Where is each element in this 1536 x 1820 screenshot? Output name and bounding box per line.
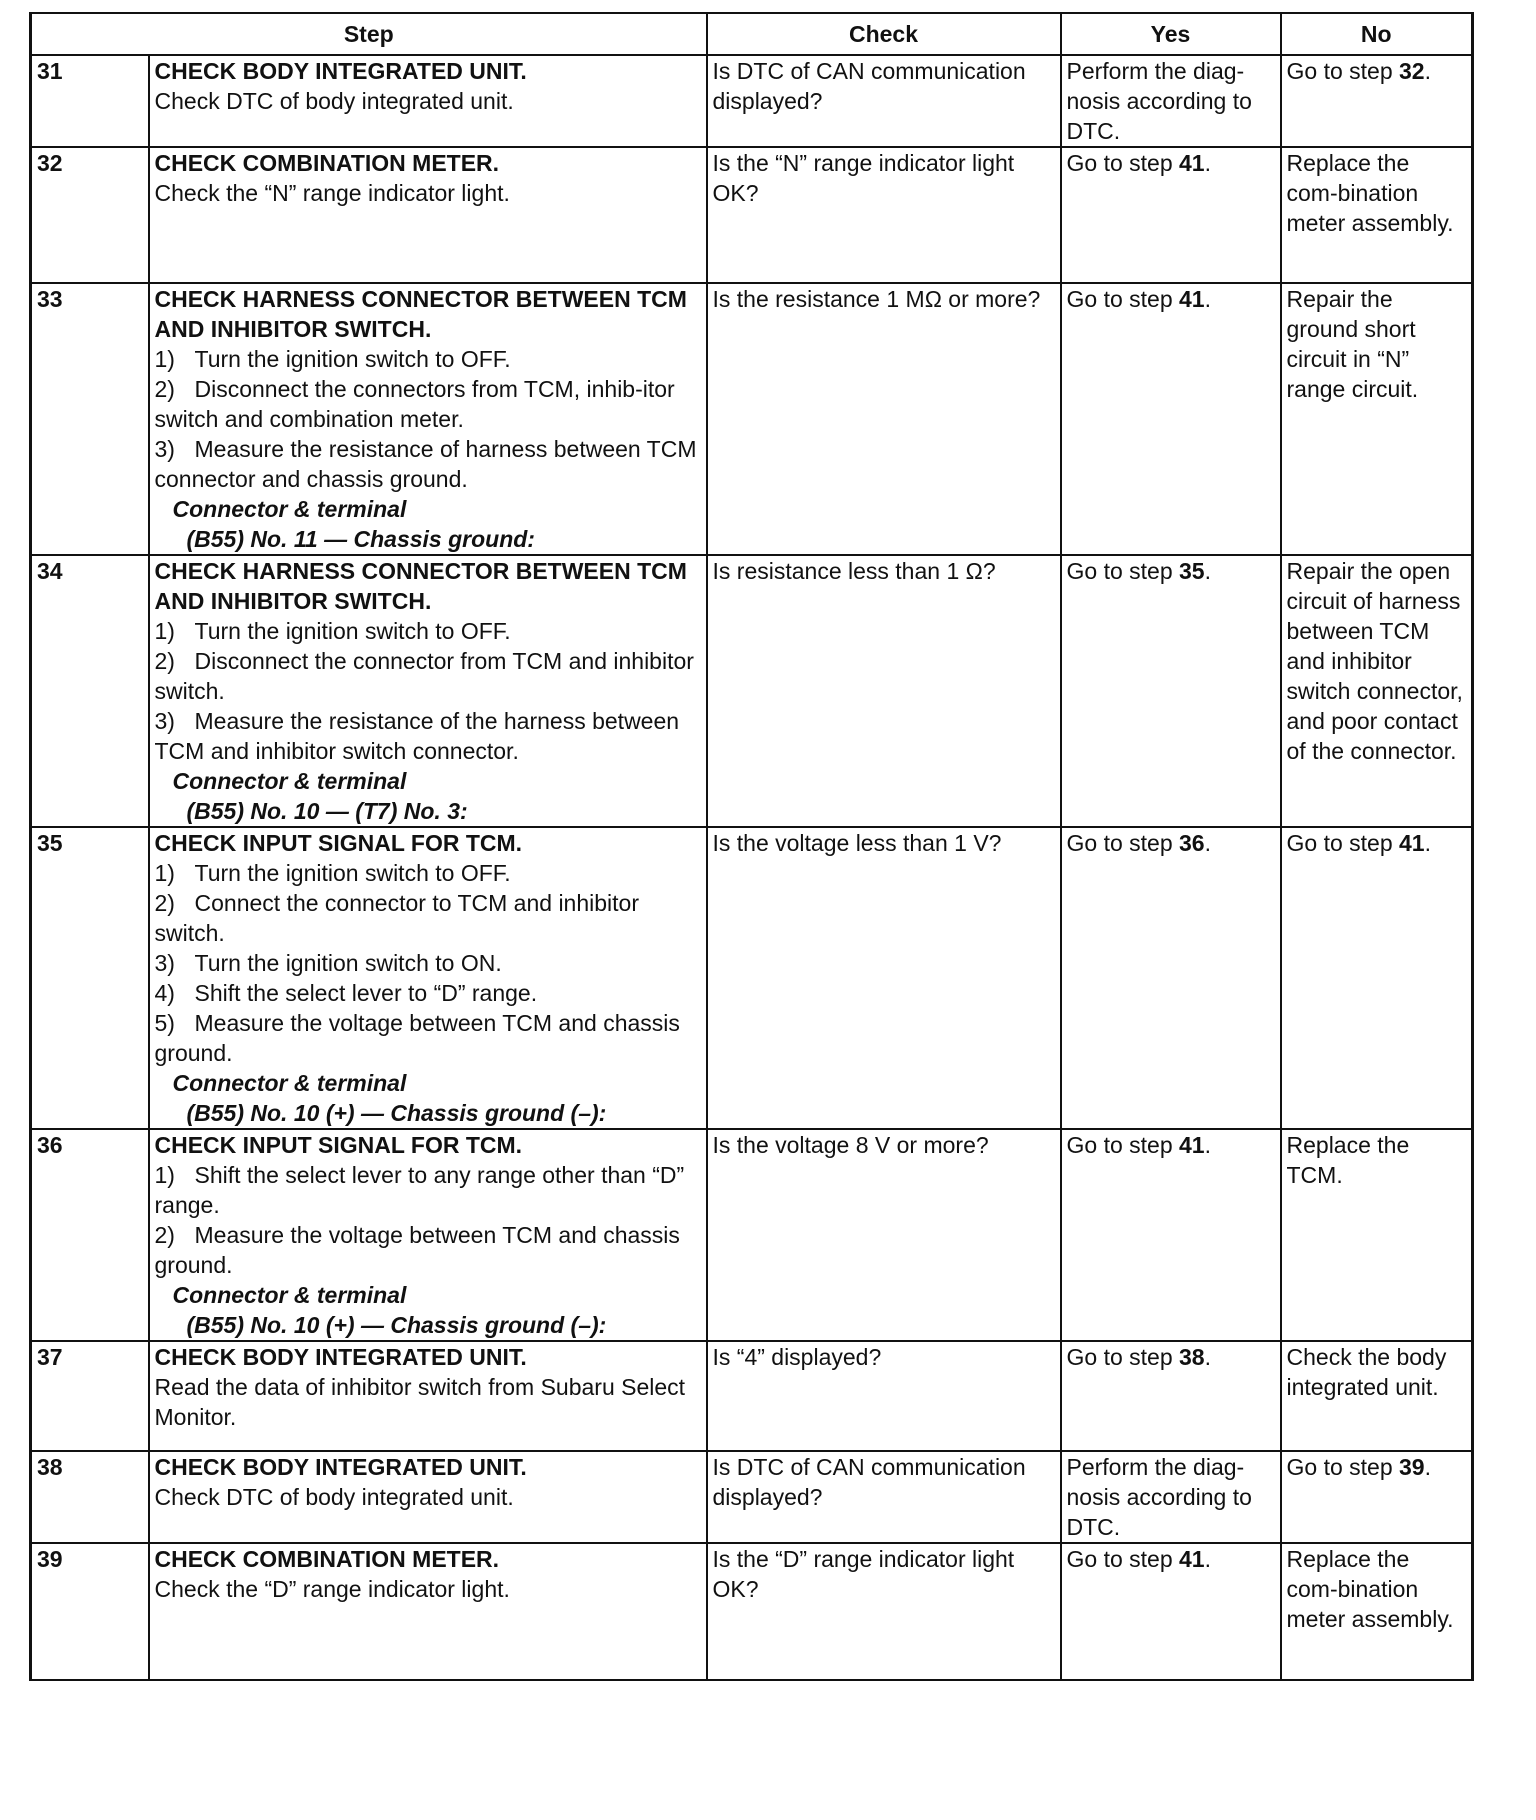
goto-suffix: . xyxy=(1204,150,1211,176)
goto-suffix: . xyxy=(1424,830,1431,856)
table-row xyxy=(31,55,1473,147)
step-number: 31 xyxy=(37,58,63,84)
step-number: 39 xyxy=(37,1546,63,1572)
substep-index: 2) xyxy=(154,1222,175,1248)
substep-item xyxy=(155,1160,701,1220)
yes-outcome-cell xyxy=(1061,1543,1281,1680)
check-question-cell: Is DTC of CAN communication displayed? xyxy=(707,1451,1061,1543)
goto-suffix: . xyxy=(1204,1344,1211,1370)
step-description-cell xyxy=(149,555,707,827)
check-question-cell: Is “4” displayed? xyxy=(707,1341,1061,1451)
goto-prefix: Go to step xyxy=(1066,1132,1180,1158)
no-outcome-cell: Check the body integrated unit. xyxy=(1281,1341,1473,1451)
connector-terminal-value: (B55) No. 10 (+) — Chassis ground (–): xyxy=(186,1100,607,1126)
connector-terminal-value: (B55) No. 10 (+) — Chassis ground (–): xyxy=(186,1312,607,1338)
header-no: No xyxy=(1281,13,1473,55)
step-title: CHECK BODY INTEGRATED UNIT. xyxy=(154,1454,527,1480)
substep-item xyxy=(155,646,701,706)
substep-text: Disconnect the connector from TCM and inhibitor switch. xyxy=(154,648,694,704)
substep-item xyxy=(155,948,701,978)
substep-item xyxy=(155,616,701,646)
step-number: 38 xyxy=(37,1454,63,1480)
step-description-cell xyxy=(149,1341,707,1451)
goto-prefix: Go to step xyxy=(1286,58,1400,84)
goto-prefix: Go to step xyxy=(1066,830,1180,856)
goto-step-number: 39 xyxy=(1399,1454,1425,1480)
substep-text: Measure the resistance of the harness between TCM and inhibitor switch connector. xyxy=(154,708,680,764)
table-row xyxy=(31,1341,1473,1451)
step-description-cell xyxy=(149,283,707,555)
substep-text: Turn the ignition switch to OFF. xyxy=(194,346,511,372)
step-instruction: Read the data of inhibitor switch from Subaru Select Monitor. xyxy=(154,1374,686,1430)
step-number-cell xyxy=(31,1543,149,1680)
yes-outcome-cell xyxy=(1061,555,1281,827)
substep-item xyxy=(155,374,701,434)
substep-item xyxy=(155,858,701,888)
step-number: 32 xyxy=(37,150,63,176)
goto-step-number: 41 xyxy=(1179,150,1205,176)
yes-outcome-cell xyxy=(1061,827,1281,1129)
step-number-cell xyxy=(31,555,149,827)
step-number-cell xyxy=(31,1341,149,1451)
table-row xyxy=(31,1543,1473,1680)
check-question-cell: Is the “D” range indicator light OK? xyxy=(707,1543,1061,1680)
step-instruction: Check the “N” range indicator light. xyxy=(154,180,510,206)
no-outcome-cell: Replace the com-bination meter assembly. xyxy=(1281,147,1473,283)
goto-suffix: . xyxy=(1204,558,1211,584)
header-step: Step xyxy=(31,13,707,55)
step-title: CHECK COMBINATION METER. xyxy=(154,150,500,176)
no-outcome-cell: Repair the open circuit of harness between TCM and inhibitor switch connector, and poor contact of the connector. xyxy=(1281,555,1473,827)
step-description-cell xyxy=(149,1451,707,1543)
step-description-cell xyxy=(149,827,707,1129)
yes-outcome-cell: Perform the diag-nosis according to DTC. xyxy=(1061,1451,1281,1543)
table-row xyxy=(31,1129,1473,1341)
step-instruction: Check the “D” range indicator light. xyxy=(154,1576,510,1602)
substep-item xyxy=(155,344,701,374)
substep-text: Turn the ignition switch to OFF. xyxy=(194,618,511,644)
substep-item xyxy=(155,978,701,1008)
step-number-cell xyxy=(31,1451,149,1543)
substep-item xyxy=(155,706,701,766)
goto-prefix: Go to step xyxy=(1066,1546,1180,1572)
step-number-cell xyxy=(31,827,149,1129)
header-check: Check xyxy=(707,13,1061,55)
substep-text: Disconnect the connectors from TCM, inhib-itor switch and combination meter. xyxy=(154,376,675,432)
check-question-cell: Is the voltage 8 V or more? xyxy=(707,1129,1061,1341)
table-row xyxy=(31,1451,1473,1543)
step-title: CHECK BODY INTEGRATED UNIT. xyxy=(154,1344,527,1370)
connector-terminal-value: (B55) No. 11 — Chassis ground: xyxy=(186,526,535,552)
step-number: 34 xyxy=(37,558,63,584)
goto-step-number: 41 xyxy=(1179,286,1205,312)
substep-text: Turn the ignition switch to OFF. xyxy=(194,860,511,886)
step-number-cell xyxy=(31,1129,149,1341)
check-question-cell: Is DTC of CAN communication displayed? xyxy=(707,55,1061,147)
step-description-cell xyxy=(149,55,707,147)
table-row xyxy=(31,147,1473,283)
goto-step-number: 41 xyxy=(1399,830,1425,856)
check-question-cell: Is resistance less than 1 Ω? xyxy=(707,555,1061,827)
substep-index: 1) xyxy=(154,860,175,886)
substep-index: 3) xyxy=(154,950,175,976)
goto-step-number: 41 xyxy=(1179,1132,1205,1158)
goto-prefix: Go to step xyxy=(1066,1344,1180,1370)
substep-index: 3) xyxy=(154,436,175,462)
step-title: CHECK BODY INTEGRATED UNIT. xyxy=(154,58,527,84)
goto-prefix: Go to step xyxy=(1066,150,1180,176)
substep-index: 1) xyxy=(154,618,175,644)
substep-index: 1) xyxy=(154,346,175,372)
substep-item xyxy=(155,1008,701,1068)
step-description-cell xyxy=(149,147,707,283)
step-description-cell xyxy=(149,1129,707,1341)
yes-outcome-cell xyxy=(1061,283,1281,555)
no-outcome-cell xyxy=(1281,55,1473,147)
goto-suffix: . xyxy=(1204,1546,1211,1572)
goto-step-number: 41 xyxy=(1179,1546,1205,1572)
step-title: CHECK INPUT SIGNAL FOR TCM. xyxy=(154,1132,523,1158)
no-outcome-cell xyxy=(1281,1451,1473,1543)
goto-suffix: . xyxy=(1424,58,1431,84)
header-yes: Yes xyxy=(1061,13,1281,55)
substep-index: 2) xyxy=(154,890,175,916)
substep-text: Measure the resistance of harness between TCM connector and chassis ground. xyxy=(154,436,697,492)
step-instruction: Check DTC of body integrated unit. xyxy=(154,88,514,114)
step-number: 37 xyxy=(37,1344,63,1370)
goto-suffix: . xyxy=(1204,1132,1211,1158)
goto-step-number: 38 xyxy=(1179,1344,1205,1370)
yes-outcome-cell xyxy=(1061,1129,1281,1341)
substep-item xyxy=(155,434,701,494)
substep-index: 2) xyxy=(154,376,175,402)
goto-prefix: Go to step xyxy=(1286,1454,1400,1480)
table-row xyxy=(31,283,1473,555)
step-number-cell xyxy=(31,55,149,147)
table-body xyxy=(31,55,1473,1680)
step-title: CHECK COMBINATION METER. xyxy=(154,1546,500,1572)
goto-suffix: . xyxy=(1204,830,1211,856)
goto-suffix: . xyxy=(1424,1454,1431,1480)
step-number-cell xyxy=(31,283,149,555)
goto-prefix: Go to step xyxy=(1286,830,1400,856)
goto-step-number: 32 xyxy=(1399,58,1425,84)
substep-index: 5) xyxy=(154,1010,175,1036)
substep-text: Connect the connector to TCM and inhibitor switch. xyxy=(154,890,639,946)
table-row xyxy=(31,555,1473,827)
connector-terminal-label: Connector & terminal xyxy=(172,496,407,522)
diagnostic-table-page xyxy=(29,12,1471,1681)
check-question-cell: Is the voltage less than 1 V? xyxy=(707,827,1061,1129)
substep-index: 1) xyxy=(154,1162,175,1188)
connector-terminal-label: Connector & terminal xyxy=(172,1282,407,1308)
step-number: 33 xyxy=(37,286,63,312)
substep-index: 3) xyxy=(154,708,175,734)
no-outcome-cell xyxy=(1281,827,1473,1129)
step-description-cell xyxy=(149,1543,707,1680)
goto-step-number: 36 xyxy=(1179,830,1205,856)
connector-terminal-label: Connector & terminal xyxy=(172,768,407,794)
no-outcome-cell: Repair the ground short circuit in “N” range circuit. xyxy=(1281,283,1473,555)
substep-text: Shift the select lever to “D” range. xyxy=(194,980,538,1006)
substep-text: Shift the select lever to any range other than “D” range. xyxy=(154,1162,685,1218)
no-outcome-cell: Replace the TCM. xyxy=(1281,1129,1473,1341)
check-question-cell: Is the “N” range indicator light OK? xyxy=(707,147,1061,283)
step-number-cell xyxy=(31,147,149,283)
connector-terminal-value: (B55) No. 10 — (T7) No. 3: xyxy=(186,798,468,824)
step-title: CHECK INPUT SIGNAL FOR TCM. xyxy=(154,830,523,856)
goto-prefix: Go to step xyxy=(1066,286,1180,312)
step-instruction: Check DTC of body integrated unit. xyxy=(154,1484,514,1510)
yes-outcome-cell xyxy=(1061,1341,1281,1451)
substep-text: Measure the voltage between TCM and chassis ground. xyxy=(154,1222,680,1278)
substep-item xyxy=(155,1220,701,1280)
goto-suffix: . xyxy=(1204,286,1211,312)
goto-step-number: 35 xyxy=(1179,558,1205,584)
no-outcome-cell: Replace the com-bination meter assembly. xyxy=(1281,1543,1473,1680)
yes-outcome-cell xyxy=(1061,147,1281,283)
goto-prefix: Go to step xyxy=(1066,558,1180,584)
substep-item xyxy=(155,888,701,948)
check-question-cell: Is the resistance 1 MΩ or more? xyxy=(707,283,1061,555)
step-number: 36 xyxy=(37,1132,63,1158)
diagnostic-steps-table xyxy=(29,12,1474,1681)
substep-text: Measure the voltage between TCM and chassis ground. xyxy=(154,1010,680,1066)
substep-text: Turn the ignition switch to ON. xyxy=(194,950,502,976)
step-title: CHECK HARNESS CONNECTOR BETWEEN TCM AND INHIBITOR SWITCH. xyxy=(154,558,687,614)
step-number: 35 xyxy=(37,830,63,856)
step-title: CHECK HARNESS CONNECTOR BETWEEN TCM AND INHIBITOR SWITCH. xyxy=(154,286,687,342)
substep-index: 2) xyxy=(154,648,175,674)
table-row xyxy=(31,827,1473,1129)
yes-outcome-cell: Perform the diag-nosis according to DTC. xyxy=(1061,55,1281,147)
connector-terminal-label: Connector & terminal xyxy=(172,1070,407,1096)
substep-index: 4) xyxy=(154,980,175,1006)
table-header-row xyxy=(31,13,1473,55)
